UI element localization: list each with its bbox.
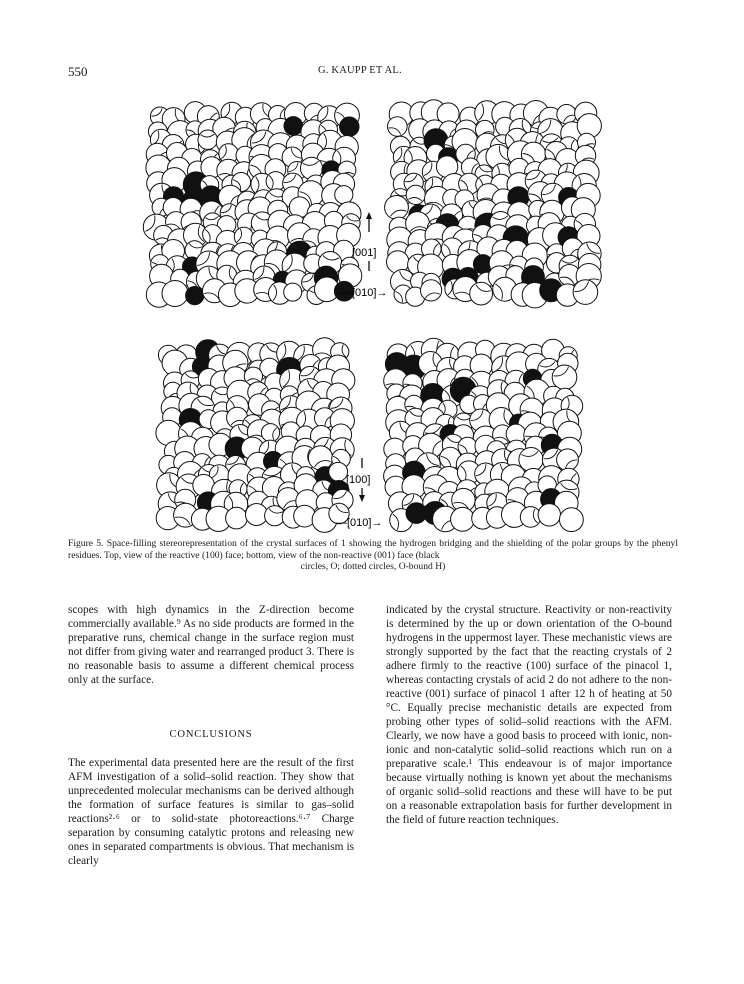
panel-top-right [385, 100, 602, 308]
right-column [386, 603, 672, 827]
axis-label-100: [100] [346, 474, 371, 486]
running-header: G. KAUPP ET AL. [318, 65, 402, 76]
axis-label-010-top: —[010]→ [341, 287, 388, 299]
caption-last-line: circles, O; dotted circles, O-bound H) [300, 561, 446, 572]
left-para-1: scopes with high dynamics in the Z-direction become commercially available.⁹ As no side products are formed in the preparative runs, chemical change in the surface region must not differ from giving water and rearranged product 3. There is no reasonable basis to assume a different chemical process only at the surface. [68, 604, 354, 686]
section-heading-conclusions: CONCLUSIONS [169, 729, 253, 740]
figure-caption [68, 538, 678, 573]
right-para: indicated by the crystal structure. Reactivity or non-reactivity is determined by the up or down orientation of the O-bound hydrogens in the uppermost layer. These mechanistic views are strongly supported by the fact that the reacting crystals of 2 adhere firmly to the reactive (100) surface of the pinacol 1, whereas contacting crystals of acid 2 do not adhere to the non-reactive (001) surface of pinacol 1 after 12 h of heating at 50 °C. Equally precise mechanistic details are expected from probing other types of solid–solid reactions with the AFM. Clearly, we now have a good basis to proceed with ionic, non-ionic and non-catalytic solid–solid reactions which run on a preparative scale.¹ This endeavour is of major importance because virtually nothing is known yet about the mechanisms of organic solid–solid reactions and these will have to be put on a reasonable extrapolation basis for further development in the field of future reaction techniques. [386, 604, 672, 826]
left-column-paragraph-2 [68, 756, 354, 868]
axis-label-001: [001] [352, 247, 377, 259]
axis-label-010-bottom: —[010]→ [336, 517, 383, 529]
panel-bottom-left [156, 338, 355, 533]
left-para-2: The experimental data presented here are the result of the first AFM investigation of a solid–solid reaction. They show that unprecedented molecular mechanisms can be derived although the formation of surface features is similar to gas–solid reactions²·⁶ or to solid-state photoreactions.⁶·⁷ Charge separation by consuming catalytic protons and releasing new ones in separated compartments is obvious. That mechanism is clearly [68, 757, 354, 867]
left-column-paragraph-1 [68, 603, 354, 687]
caption-main: Figure 5. Space-filling stereorepresentation of the crystal surfaces of 1 showing the hydrogen bridging and the shielding of the polar groups by the phenyl residues. Top, view of the reactive (100) face; bottom, view of the non-reactive (001) face (black [68, 538, 678, 561]
panel-top-left [143, 102, 361, 308]
panel-bottom-right [384, 338, 584, 532]
page-number: 550 [68, 64, 88, 79]
